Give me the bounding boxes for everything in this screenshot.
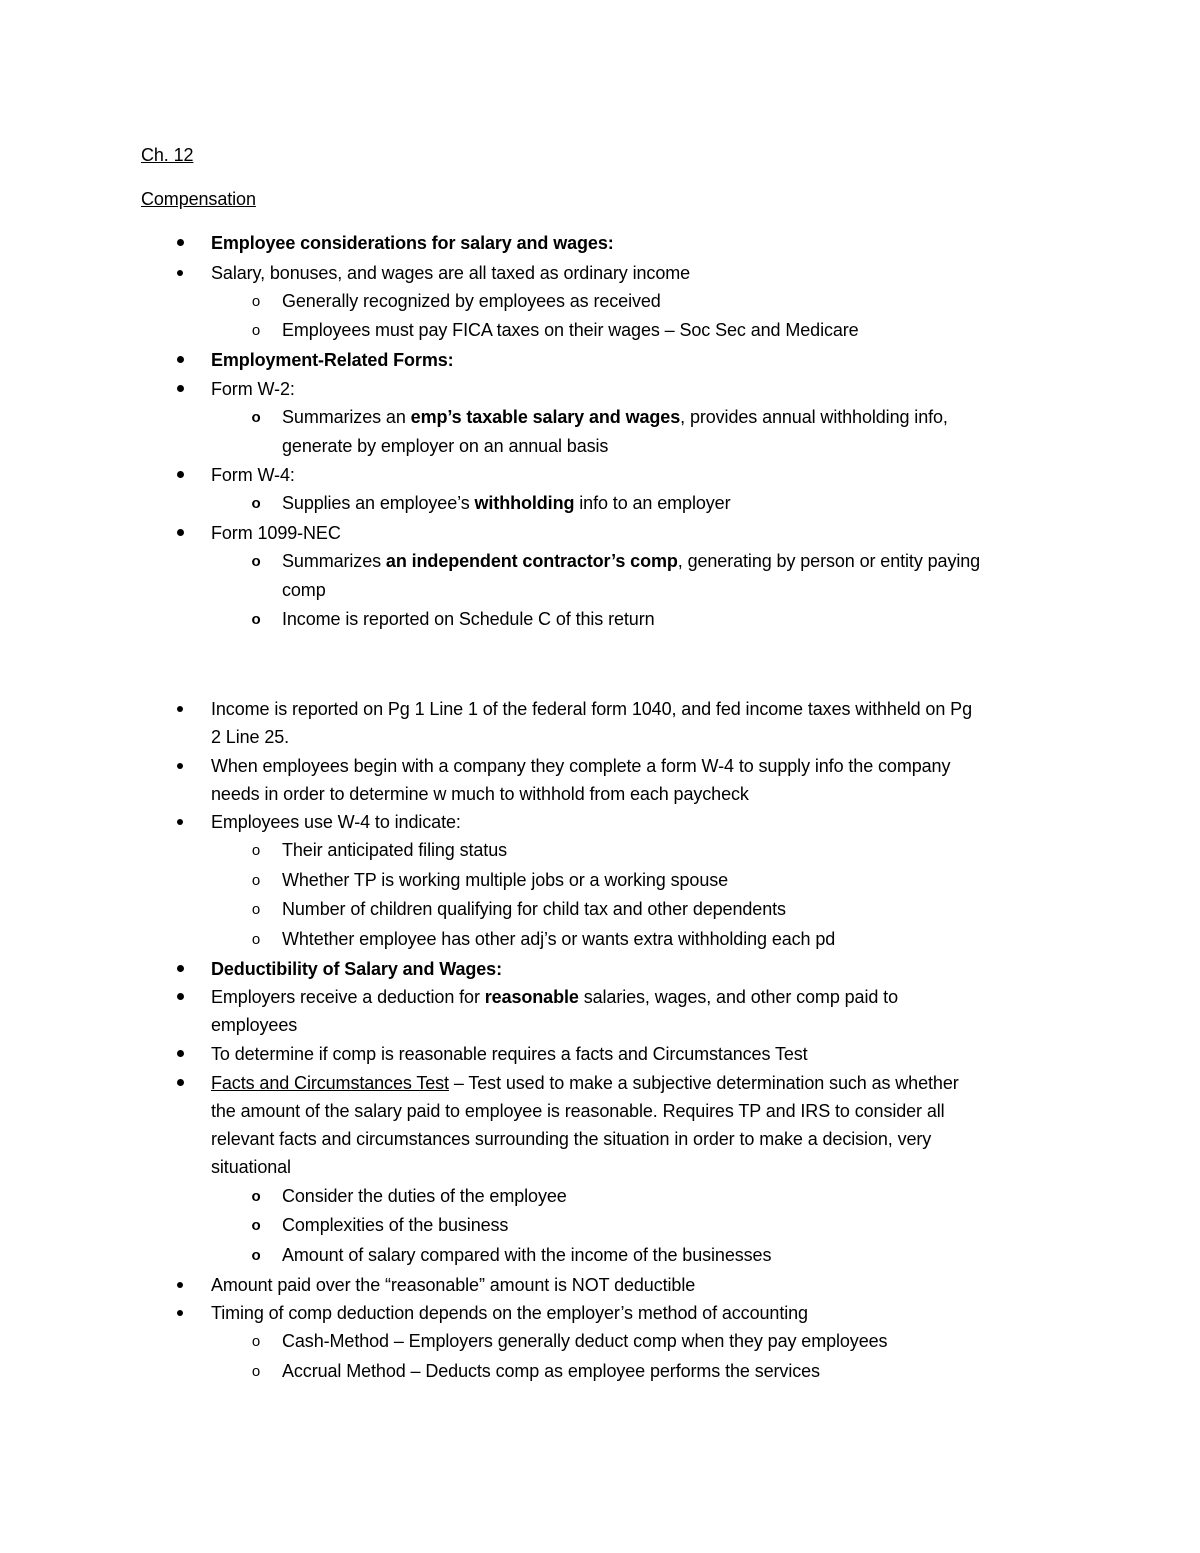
bullet-icon [174,958,188,980]
bullet-icon [174,464,188,486]
sub-list-item-continuation: generate by employer on an annual basis [282,436,609,456]
sub-bullet-icon: o [251,409,261,426]
bullet-icon [174,232,188,254]
list-item-continuation: employees [211,1015,298,1035]
section-heading: Compensation [141,189,256,209]
bullet-icon [174,1274,188,1296]
list-item: Form W-2: [211,379,295,399]
list-item-continuation: situational [211,1157,291,1177]
list-item: Employees use W-4 to indicate: [211,812,461,832]
sub-bullet-icon: o [251,322,261,339]
sub-list-item-continuation: comp [282,580,326,600]
sub-bullet-icon: o [251,553,261,570]
sub-list-item: Cash-Method – Employers generally deduct comp when they pay employees [282,1331,888,1351]
sub-list-item: Summarizes an independent contractor’s comp, generating by person or entity paying [282,551,981,571]
bullet-icon [174,522,188,544]
list-item: Employee considerations for salary and wages: [211,233,614,253]
list-item: When employees begin with a company they complete a form W-4 to supply info the company [211,756,951,776]
bullet-icon [174,811,188,833]
list-item-continuation: relevant facts and circumstances surrounding the situation in order to make a decision, very [211,1129,932,1149]
bullet-icon [174,378,188,400]
sub-bullet-icon: o [251,1363,261,1380]
list-item: Form 1099-NEC [211,523,341,543]
sub-bullet-icon: o [251,842,261,859]
sub-list-item: Income is reported on Schedule C of this return [282,609,655,629]
bullet-icon [174,755,188,777]
sub-bullet-icon: o [251,1188,261,1205]
sub-list-item: Whether TP is working multiple jobs or a working spouse [282,870,729,890]
sub-list-item: Summarizes an emp’s taxable salary and wages, provides annual withholding info, [282,407,948,427]
sub-list-item: Supplies an employee’s withholding info to an employer [282,493,731,513]
sub-bullet-icon: o [251,1333,261,1350]
list-item: Timing of comp deduction depends on the employer’s method of accounting [211,1303,808,1323]
sub-bullet-icon: o [251,1217,261,1234]
list-item: To determine if comp is reasonable requires a facts and Circumstances Test [211,1044,808,1064]
sub-bullet-icon: o [251,1247,261,1264]
bullet-icon [174,986,188,1008]
sub-list-item: Amount of salary compared with the income of the businesses [282,1245,772,1265]
bullet-icon [174,1302,188,1324]
list-item: Deductibility of Salary and Wages: [211,959,502,979]
sub-bullet-icon: o [251,293,261,310]
bullet-icon [174,1043,188,1065]
chapter-heading: Ch. 12 [141,145,194,165]
list-item: Income is reported on Pg 1 Line 1 of the federal form 1040, and fed income taxes withheld on Pg [211,699,972,719]
sub-bullet-icon: o [251,872,261,889]
sub-list-item: Number of children qualifying for child tax and other dependents [282,899,786,919]
bullet-icon [174,262,188,284]
sub-bullet-icon: o [251,901,261,918]
sub-list-item: Complexities of the business [282,1215,509,1235]
list-item: Employment-Related Forms: [211,350,454,370]
list-item: Form W-4: [211,465,295,485]
bullet-icon [174,349,188,371]
list-item: Facts and Circumstances Test – Test used to make a subjective determination such as whether [211,1073,959,1093]
list-item: Employers receive a deduction for reasonable salaries, wages, and other comp paid to [211,987,898,1007]
list-item-continuation: the amount of the salary paid to employee is reasonable. Requires TP and IRS to consider all [211,1101,945,1121]
sub-bullet-icon: o [251,611,261,628]
list-item-continuation: needs in order to determine w much to withhold from each paycheck [211,784,749,804]
sub-list-item: Consider the duties of the employee [282,1186,567,1206]
sub-bullet-icon: o [251,495,261,512]
sub-list-item: Employees must pay FICA taxes on their wages – Soc Sec and Medicare [282,320,859,340]
list-item-continuation: 2 Line 25. [211,727,290,747]
sub-list-item: Their anticipated filing status [282,840,508,860]
sub-list-item: Whtether employee has other adj’s or wants extra withholding each pd [282,929,836,949]
list-item: Salary, bonuses, and wages are all taxed as ordinary income [211,263,691,283]
list-item: Amount paid over the “reasonable” amount is NOT deductible [211,1275,696,1295]
sub-list-item: Accrual Method – Deducts comp as employee performs the services [282,1361,820,1381]
bullet-icon [174,1072,188,1094]
bullet-icon [174,698,188,720]
sub-list-item: Generally recognized by employees as received [282,291,661,311]
sub-bullet-icon: o [251,931,261,948]
